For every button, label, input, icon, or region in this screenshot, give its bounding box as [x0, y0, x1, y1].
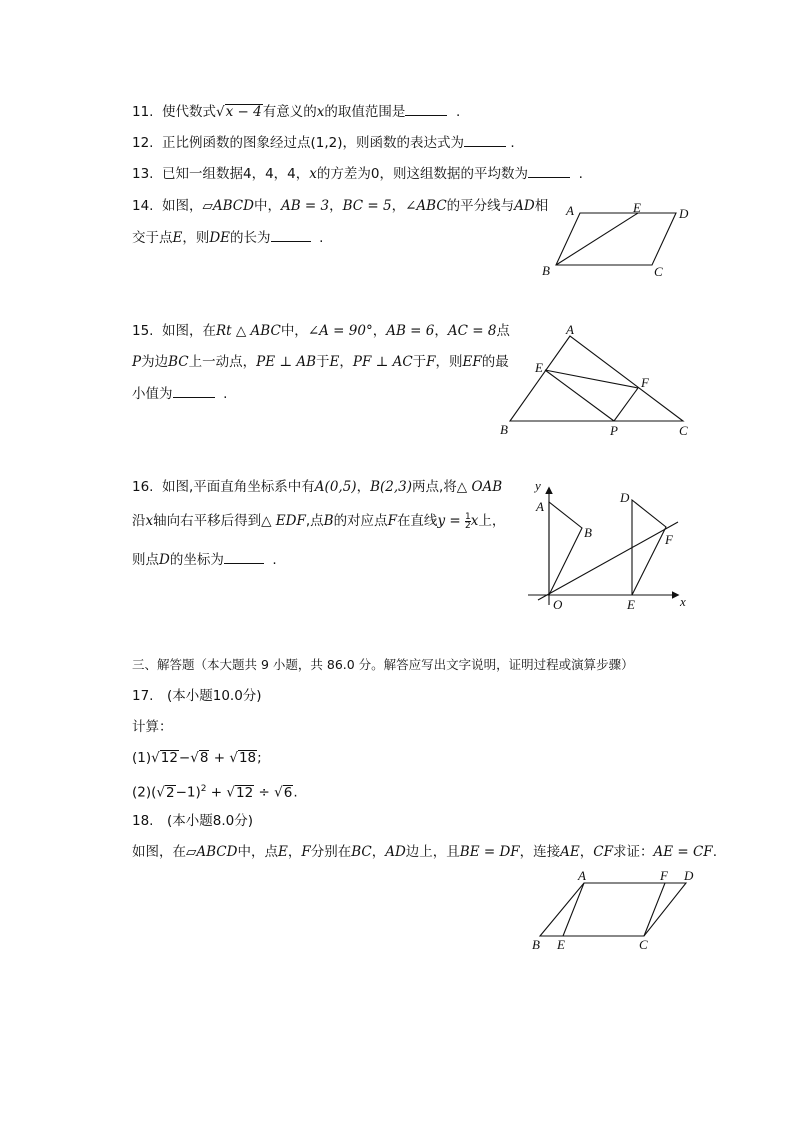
question-18: 如图，在▱ABCD中，点E，F分别在BC，AD边上，且BE = DF，连接AE，CF求证：AE = CF.: [132, 844, 717, 860]
label-P: P: [610, 423, 618, 438]
question-17-header: 17. (本小题10.0分): [132, 688, 262, 704]
label-D: D: [620, 490, 630, 505]
label-C: C: [654, 264, 663, 279]
question-15-line-3: 小值为 .: [132, 386, 228, 402]
question-number: 15.: [132, 323, 154, 339]
label-E: E: [633, 200, 641, 215]
label-D: D: [679, 206, 689, 221]
parallelogram-symbol: ▱: [186, 844, 197, 860]
label-A: A: [566, 322, 574, 337]
label-E: E: [535, 360, 543, 375]
label-x: x: [680, 594, 686, 609]
question-11: 11. 使代数式√x − 4有意义的x的取值范围是 .: [132, 104, 461, 120]
label-F: F: [665, 532, 673, 547]
label-D: D: [684, 868, 694, 883]
question-14-line-2: 交于点E，则DE的长为 .: [132, 230, 324, 246]
question-18-header: 18. (本小题8.0分): [132, 813, 253, 829]
question-17-part-1: (1)√12−√8 + √18;: [132, 750, 262, 766]
question-12: 12. 正比例函数的图象经过点(1,2)，则函数的表达式为 .: [132, 135, 515, 151]
question-16-line-2: 沿x轴向右平移后得到△ EDF,点B的对应点F在直线y = $\frac{1}{2}$ x上，: [132, 511, 506, 531]
label-E: E: [557, 937, 565, 952]
label-B: B: [532, 937, 540, 952]
question-number: 12.: [132, 135, 154, 151]
question-15: 15. 如图，在Rt △ ABC中，∠A = 90°，AB = 6，AC = 8点: [132, 323, 510, 339]
question-16-line-3: 则点D的坐标为 .: [132, 552, 277, 568]
question-16: 16. 如图,平面直角坐标系中有A(0,5)，B(2,3)两点,将△ OAB: [132, 479, 503, 495]
question-15-line-2: P为边BC上一动点，PE ⊥ AB于E，PF ⊥ AC于F，则EF的最: [132, 354, 509, 370]
label-O: O: [553, 597, 563, 612]
question-13: 13. 已知一组数据4，4，4，x的方差为0，则这组数据的平均数为 .: [132, 166, 583, 182]
question-number: 11.: [132, 104, 154, 120]
label-C: C: [679, 423, 688, 438]
sqrt-symbol: √: [216, 104, 225, 120]
label-A: A: [536, 499, 544, 514]
section-3-header: 三、解答题（本大题共 9 小题，共 86.0 分。解答应写出文字说明，证明过程或演算步骤）: [132, 657, 634, 672]
label-B: B: [584, 525, 592, 540]
label-B: B: [542, 263, 550, 278]
question-14: 14. 如图，▱ABCD中，AB = 3，BC = 5，∠ABC的平分线与AD相: [132, 198, 549, 214]
fraction-one-half: $\frac{1}{2}$: [464, 511, 471, 531]
radicand: x − 4: [225, 104, 262, 120]
label-E: E: [627, 597, 635, 612]
label-C: C: [639, 937, 648, 952]
question-number: 13.: [132, 166, 154, 182]
question-17-part-2: $(2)(√2-1)^2 + √12 \div √6$.: [132, 784, 298, 801]
question-17-prompt: 计算：: [132, 719, 173, 735]
question-number: 16.: [132, 479, 154, 495]
question-number: 14.: [132, 198, 154, 214]
parallelogram-symbol: ▱: [202, 198, 213, 214]
label-B: B: [500, 422, 508, 437]
label-A: A: [578, 868, 586, 883]
label-y: y: [535, 478, 541, 493]
label-A: A: [566, 203, 574, 218]
label-F: F: [660, 868, 668, 883]
label-F: F: [641, 375, 649, 390]
